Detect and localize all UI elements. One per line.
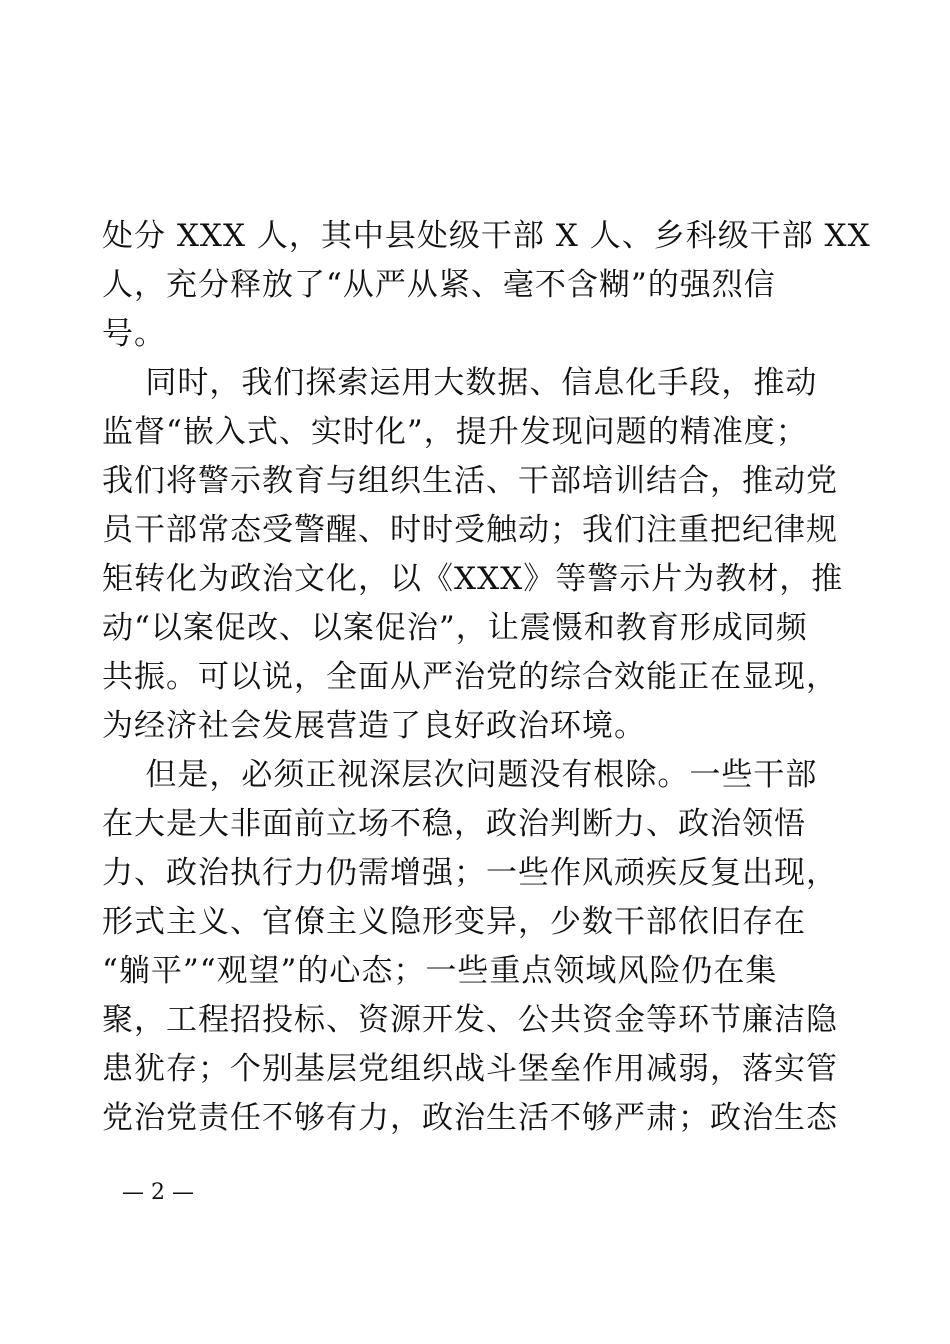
text-line: 但是，必须正视深层次问题没有根除。一些干部 <box>102 757 818 793</box>
text-line: 监督“嵌入式、实时化”，提升发现问题的精准度； <box>102 414 808 450</box>
text-line: 矩转化为政治文化，以《XXX》等警示片为教材，推 <box>102 561 844 597</box>
text-line: 同时，我们探索运用大数据、信息化手段，推动 <box>102 365 818 401</box>
text-line: 人，充分释放了“从严从紧、毫不含糊”的强烈信 <box>102 267 776 303</box>
text-line: 形式主义、官僚主义隐形变异，少数干部依旧存在 <box>102 904 806 940</box>
text-line: 号。 <box>102 316 166 352</box>
text-line: “躺平”“观望”的心态；一些重点领域风险仍在集 <box>102 953 778 989</box>
text-line: 员干部常态受警醒、时时受触动；我们注重把纪律规 <box>102 512 838 548</box>
text-line: 聚，工程招投标、资源开发、公共资金等环节廉洁隐 <box>102 1002 838 1038</box>
text-line: 我们将警示教育与组织生活、干部培训结合，推动党 <box>102 463 838 499</box>
text-line: 处分 XXX 人，其中县处级干部 X 人、乡科级干部 XX <box>102 218 871 254</box>
body-text <box>102 212 871 1143</box>
text-line: 党治党责任不够有力，政治生活不够严肃；政治生态 <box>102 1100 838 1136</box>
page-number: — 2 — <box>122 1180 194 1205</box>
text-line: 患犹存；个别基层党组织战斗堡垒作用减弱，落实管 <box>102 1051 838 1087</box>
text-line: 动“以案促改、以案促治”，让震慑和教育形成同频 <box>102 610 808 646</box>
text-line: 共振。可以说，全面从严治党的综合效能正在显现， <box>102 659 838 695</box>
text-line: 在大是大非面前立场不稳，政治判断力、政治领悟 <box>102 806 806 842</box>
text-line: 为经济社会发展营造了良好政治环境。 <box>102 708 646 744</box>
text-line: 力、政治执行力仍需增强；一些作风顽疾反复出现， <box>102 855 838 891</box>
